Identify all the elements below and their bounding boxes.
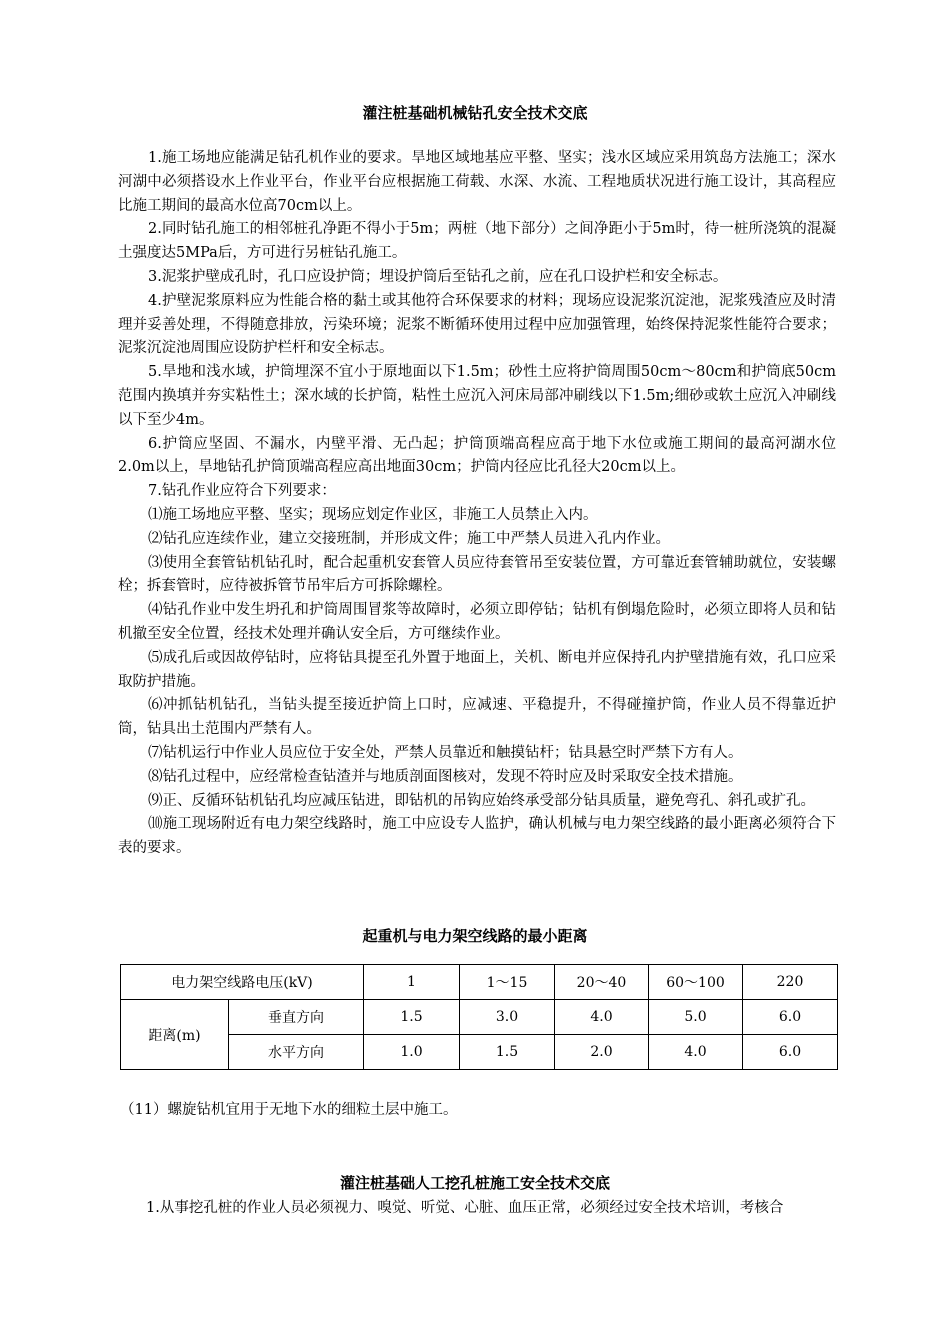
distance-group-cell: 距离(m) xyxy=(121,1000,229,1070)
distance-table xyxy=(120,964,838,1070)
paragraph: 7.钻孔作业应符合下列要求： xyxy=(148,483,336,500)
voltage-cell: 20～40 xyxy=(555,965,649,1000)
section-title-drilling: 灌注桩基础机械钻孔安全技术交底 xyxy=(362,104,588,122)
voltage-cell: 1 xyxy=(364,965,460,1000)
table-title: 起重机与电力架空线路的最小距离 xyxy=(362,927,588,945)
paragraph: ⑷钻孔作业中发生坍孔和护筒周围冒浆等故障时，必须立即停钻；钻机有倒塌危险时，必须立即将人员和钻机撤至安全位置，经技术处理并确认安全后，方可继续作业。 xyxy=(118,602,836,642)
paragraph: ⑹冲抓钻机钻孔，当钻头提至接近护筒上口时，应减速、平稳提升，不得碰撞护筒，作业人员不得靠近护筒，钻具出土范围内严禁有人。 xyxy=(118,697,836,738)
paragraph: ⑺钻机运行中作业人员应位于安全处，严禁人员靠近和触摸钻杆；钻具悬空时严禁下方有人。 xyxy=(148,744,743,761)
paragraph: ⑽施工现场附近有电力架空线路时，施工中应设专人监护，确认机械与电力架空线路的最小距离必须符合下表的要求。 xyxy=(118,816,836,857)
value-cell: 3.0 xyxy=(460,1000,555,1035)
value-cell: 2.0 xyxy=(555,1035,649,1070)
paragraph: 6.护筒应坚固、不漏水，内壁平滑、无凸起；护筒顶端高程应高于地下水位或施工期间的最高河湖水位2.0m以上，旱地钻孔护筒顶端高程应高出地面30cm；护筒内径应比孔径大20cm以上。 xyxy=(118,435,836,476)
paragraph: 5.旱地和浅水域，护筒埋深不宜小于原地面以下1.5m；砂性土应将护筒周围50cm～80cm和护筒底50cm范围内换填并夯实粘性土；深水域的长护筒，粘性土应沉入河床局部冲刷线以下1.5m;细砂或软土应沉入冲刷线以下至少4m。 xyxy=(118,364,836,428)
value-cell: 4.0 xyxy=(555,1000,649,1035)
paragraph: 1.从事挖孔桩的作业人员必须视力、嗅觉、听觉、心脏、血压正常，必须经过安全技术培训，考核合 xyxy=(146,1200,784,1216)
paragraph: ⑴施工场地应平整、坚实；现场应划定作业区，非施工人员禁止入内。 xyxy=(148,506,598,523)
voltage-cell: 1～15 xyxy=(460,965,555,1000)
paragraph: 3.泥浆护壁成孔时，孔口应设护筒；埋设护筒后至钻孔之前，应在孔口设护栏和安全标志。 xyxy=(148,268,728,285)
paragraph: ⑻钻孔过程中，应经常检查钻渣并与地质剖面图核对，发现不符时应及时采取安全技术措施。 xyxy=(148,768,743,785)
note-paragraph: （11）螺旋钻机宜用于无地下水的细粒土层中施工。 xyxy=(120,1102,458,1118)
value-cell: 5.0 xyxy=(649,1000,743,1035)
paragraph: 2.同时钻孔施工的相邻桩孔净距不得小于5m；两桩（地下部分）之间净距小于5m时，待一桩所浇筑的混凝土强度达5MPa后，方可进行另桩钻孔施工。 xyxy=(118,221,836,262)
paragraph: ⑵钻孔应连续作业，建立交接班制，并形成文件；施工中严禁人员进入孔内作业。 xyxy=(148,530,670,547)
voltage-cell: 220 xyxy=(743,965,838,1000)
table-row xyxy=(121,1000,838,1035)
paragraph: 4.护壁泥浆原料应为性能合格的黏土或其他符合环保要求的材料；现场应设泥浆沉淀池，泥浆残渣应及时清理并妥善处理，不得随意排放，污染环境；泥浆不断循环使用过程中应加强管理，始终保持泥浆性能符合要求；泥浆沉淀池周围应设防护栏杆和安全标志。 xyxy=(118,292,836,357)
value-cell: 6.0 xyxy=(743,1035,838,1070)
value-cell: 4.0 xyxy=(649,1035,743,1070)
table-row xyxy=(121,1035,838,1070)
row-label-cell: 垂直方向 xyxy=(229,1000,364,1035)
paragraph: ⑸成孔后或因故停钻时，应将钻具提至孔外置于地面上，关机、断电并应保持孔内护壁措施有效，孔口应采取防护措施。 xyxy=(118,649,836,690)
value-cell: 1.5 xyxy=(364,1000,460,1035)
paragraph: 1.施工场地应能满足钻孔机作业的要求。旱地区域地基应平整、坚实；浅水区域应采用筑岛方法施工；深水河湖中必须搭设水上作业平台，作业平台应根据施工荷载、水深、水流、工程地质状况进行施工设计，其高程应比施工期间的最高水位高70cm以上。 xyxy=(118,150,836,214)
section-title-manual-digging: 灌注桩基础人工挖孔桩施工安全技术交底 xyxy=(339,1174,610,1192)
value-cell: 1.5 xyxy=(460,1035,555,1070)
value-cell: 6.0 xyxy=(743,1000,838,1035)
document-body xyxy=(118,147,836,861)
row-label-cell: 水平方向 xyxy=(229,1035,364,1070)
paragraph: ⑶使用全套管钻机钻孔时，配合起重机安套管人员应待套管吊至安装位置，方可靠近套管辅助就位，安装螺栓；拆套管时，应待被拆管节吊牢后方可拆除螺栓。 xyxy=(118,554,836,595)
value-cell: 1.0 xyxy=(364,1035,460,1070)
voltage-cell: 60～100 xyxy=(649,965,743,1000)
paragraph: ⑼正、反循环钻机钻孔均应减压钻进，即钻机的吊钩应始终承受部分钻具质量，避免弯孔、斜孔或扩孔。 xyxy=(148,792,815,809)
table-header-row xyxy=(121,965,838,1000)
voltage-header-cell: 电力架空线路电压(kV) xyxy=(121,965,364,1000)
